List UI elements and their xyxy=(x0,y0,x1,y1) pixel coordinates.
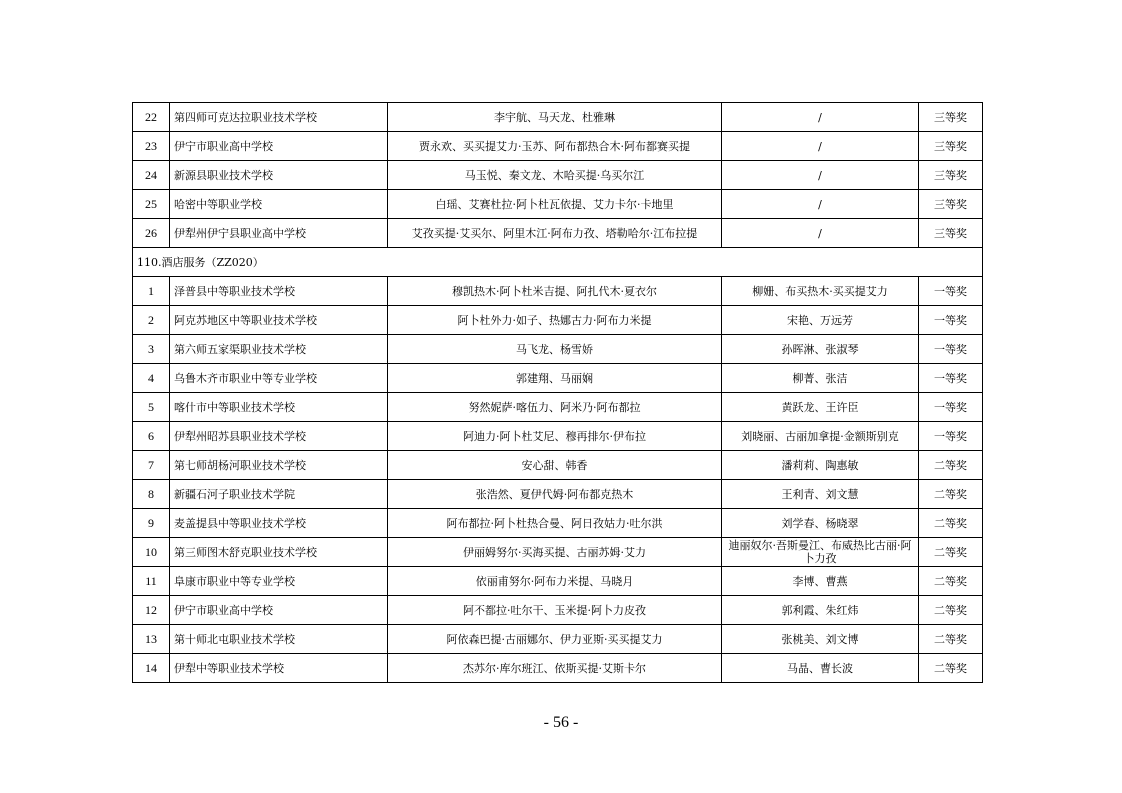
table-row xyxy=(133,625,983,654)
student-names: 杰苏尔·库尔班江、依斯买提·艾斯卡尔 xyxy=(388,654,722,683)
row-number: 3 xyxy=(133,335,170,364)
school-name: 第三师图木舒克职业技术学校 xyxy=(170,538,388,567)
table-row xyxy=(133,335,983,364)
table-row xyxy=(133,219,983,248)
table-row xyxy=(133,393,983,422)
award-level: 三等奖 xyxy=(919,132,983,161)
teacher-names: 刘学春、杨晓翠 xyxy=(722,509,919,538)
award-level: 三等奖 xyxy=(919,103,983,132)
row-number: 22 xyxy=(133,103,170,132)
teacher-names: 柳菁、张洁 xyxy=(722,364,919,393)
teacher-names: 张桃美、刘文博 xyxy=(722,625,919,654)
teacher-names: 孙晖淋、张淑琴 xyxy=(722,335,919,364)
teacher-names: 柳姗、布买热木·买买提艾力 xyxy=(722,277,919,306)
page-number: - 56 - xyxy=(543,714,579,731)
table-row xyxy=(133,422,983,451)
teacher-names: / xyxy=(722,103,919,132)
student-names: 张浩然、夏伊代姆·阿布都克热木 xyxy=(388,480,722,509)
table-row xyxy=(133,277,983,306)
row-number: 2 xyxy=(133,306,170,335)
school-name: 麦盖提县中等职业技术学校 xyxy=(170,509,388,538)
table-row xyxy=(133,103,983,132)
awards-table-body-bottom xyxy=(133,277,983,683)
table-row xyxy=(133,509,983,538)
row-number: 26 xyxy=(133,219,170,248)
teacher-names: 黄跃龙、王许臣 xyxy=(722,393,919,422)
student-names: 阿卜杜外力·如子、热娜古力·阿布力米提 xyxy=(388,306,722,335)
awards-table-body-top xyxy=(133,103,983,248)
row-number: 1 xyxy=(133,277,170,306)
student-names: 阿布都拉·阿卜杜热合曼、阿日孜姑力·吐尔洪 xyxy=(388,509,722,538)
school-name: 泽普县中等职业技术学校 xyxy=(170,277,388,306)
table-row xyxy=(133,306,983,335)
teacher-names: 郭利霞、朱红炜 xyxy=(722,596,919,625)
award-level: 二等奖 xyxy=(919,480,983,509)
section-row xyxy=(133,248,983,277)
student-names: 艾孜买提·艾买尔、阿里木江·阿布力孜、塔勒哈尔·江布拉提 xyxy=(388,219,722,248)
school-name: 伊犁中等职业技术学校 xyxy=(170,654,388,683)
student-names: 马飞龙、杨雪娇 xyxy=(388,335,722,364)
award-level: 一等奖 xyxy=(919,306,983,335)
table-row xyxy=(133,567,983,596)
school-name: 伊犁州伊宁县职业高中学校 xyxy=(170,219,388,248)
school-name: 喀什市中等职业技术学校 xyxy=(170,393,388,422)
row-number: 14 xyxy=(133,654,170,683)
teacher-names: 王利青、刘文慧 xyxy=(722,480,919,509)
student-names: 努然妮萨·喀伍力、阿米乃·阿布都拉 xyxy=(388,393,722,422)
school-name: 新疆石河子职业技术学院 xyxy=(170,480,388,509)
award-level: 二等奖 xyxy=(919,451,983,480)
student-names: 郭建翔、马丽娴 xyxy=(388,364,722,393)
student-names: 伊丽姆努尔·买海买提、古丽苏姆·艾力 xyxy=(388,538,722,567)
teacher-names: 李博、曹燕 xyxy=(722,567,919,596)
teacher-names: 迪丽奴尔·吾斯曼江、布威热比古丽·阿卜力孜 xyxy=(722,538,919,567)
school-name: 哈密中等职业学校 xyxy=(170,190,388,219)
award-level: 二等奖 xyxy=(919,596,983,625)
award-level: 二等奖 xyxy=(919,567,983,596)
school-name: 第四师可克达拉职业技术学校 xyxy=(170,103,388,132)
student-names: 阿迪力·阿卜杜艾尼、穆再排尔·伊布拉 xyxy=(388,422,722,451)
row-number: 11 xyxy=(133,567,170,596)
school-name: 伊宁市职业高中学校 xyxy=(170,596,388,625)
row-number: 5 xyxy=(133,393,170,422)
student-names: 白瑶、艾赛杜拉·阿卜杜瓦依提、艾力卡尔·卡地里 xyxy=(388,190,722,219)
row-number: 13 xyxy=(133,625,170,654)
student-names: 依丽甫努尔·阿布力米提、马晓月 xyxy=(388,567,722,596)
award-level: 三等奖 xyxy=(919,161,983,190)
teacher-names: / xyxy=(722,190,919,219)
row-number: 7 xyxy=(133,451,170,480)
row-number: 9 xyxy=(133,509,170,538)
row-number: 23 xyxy=(133,132,170,161)
student-names: 阿依森巴提·古丽娜尔、伊力亚斯·买买提艾力 xyxy=(388,625,722,654)
teacher-names: / xyxy=(722,161,919,190)
student-names: 贾永欢、买买提艾力·玉苏、阿布都热合木·阿布都赛买提 xyxy=(388,132,722,161)
school-name: 第七师胡杨河职业技术学校 xyxy=(170,451,388,480)
row-number: 24 xyxy=(133,161,170,190)
award-level: 一等奖 xyxy=(919,422,983,451)
section-header xyxy=(133,248,983,277)
teacher-names: 潘莉莉、陶惠敏 xyxy=(722,451,919,480)
student-names: 安心甜、韩香 xyxy=(388,451,722,480)
table-row xyxy=(133,364,983,393)
teacher-names: / xyxy=(722,132,919,161)
student-names: 马玉悦、秦文龙、木哈买提·乌买尔江 xyxy=(388,161,722,190)
teacher-names: 宋艳、万远芳 xyxy=(722,306,919,335)
section-title: 110.酒店服务（ZZ020） xyxy=(133,248,983,277)
school-name: 第六师五家渠职业技术学校 xyxy=(170,335,388,364)
awards-table xyxy=(132,102,983,683)
award-level: 三等奖 xyxy=(919,190,983,219)
table-row xyxy=(133,480,983,509)
table-row xyxy=(133,538,983,567)
table-row xyxy=(133,451,983,480)
table-row xyxy=(133,190,983,219)
student-names: 阿不都拉·吐尔干、玉米提·阿卜力皮孜 xyxy=(388,596,722,625)
school-name: 阿克苏地区中等职业技术学校 xyxy=(170,306,388,335)
school-name: 乌鲁木齐市职业中等专业学校 xyxy=(170,364,388,393)
award-level: 一等奖 xyxy=(919,393,983,422)
award-level: 二等奖 xyxy=(919,625,983,654)
award-level: 二等奖 xyxy=(919,654,983,683)
row-number: 12 xyxy=(133,596,170,625)
school-name: 伊宁市职业高中学校 xyxy=(170,132,388,161)
award-level: 一等奖 xyxy=(919,335,983,364)
row-number: 8 xyxy=(133,480,170,509)
teacher-names: 马晶、曹长波 xyxy=(722,654,919,683)
row-number: 6 xyxy=(133,422,170,451)
award-level: 一等奖 xyxy=(919,364,983,393)
teacher-names: 刘晓丽、古丽加拿提·金额斯别克 xyxy=(722,422,919,451)
row-number: 4 xyxy=(133,364,170,393)
row-number: 10 xyxy=(133,538,170,567)
student-names: 李宇航、马天龙、杜雅琳 xyxy=(388,103,722,132)
table-row xyxy=(133,596,983,625)
table-row xyxy=(133,161,983,190)
award-level: 三等奖 xyxy=(919,219,983,248)
school-name: 阜康市职业中等专业学校 xyxy=(170,567,388,596)
row-number: 25 xyxy=(133,190,170,219)
award-level: 二等奖 xyxy=(919,538,983,567)
award-level: 一等奖 xyxy=(919,277,983,306)
teacher-names: / xyxy=(722,219,919,248)
school-name: 第十师北屯职业技术学校 xyxy=(170,625,388,654)
school-name: 伊犁州昭苏县职业技术学校 xyxy=(170,422,388,451)
student-names: 穆凯热木·阿卜杜米吉提、阿扎代木·夏衣尔 xyxy=(388,277,722,306)
school-name: 新源县职业技术学校 xyxy=(170,161,388,190)
table-row xyxy=(133,132,983,161)
table-row xyxy=(133,654,983,683)
award-level: 二等奖 xyxy=(919,509,983,538)
